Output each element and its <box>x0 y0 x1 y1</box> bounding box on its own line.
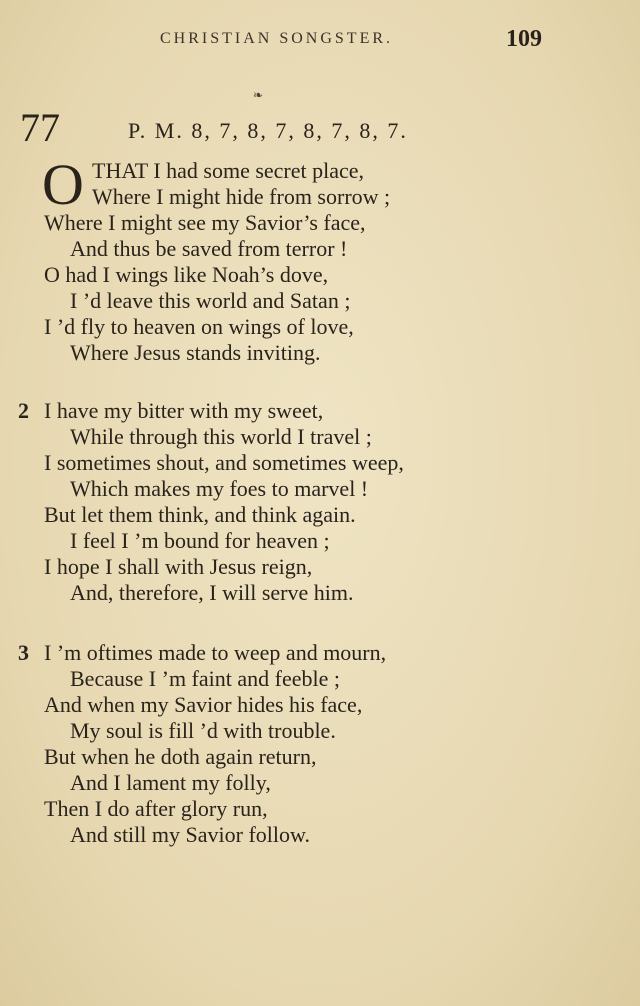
verse-line: Where I might hide from sorrow ; <box>92 184 391 209</box>
verse-line: Then I do after glory run, <box>44 796 268 821</box>
verse-line: But when he doth again return, <box>44 744 317 769</box>
verse-line: While through this world I travel ; <box>70 424 372 449</box>
verse-line: Where I might see my Savior’s face, <box>44 210 366 235</box>
verse-line: I feel I ’m bound for heaven ; <box>70 528 330 553</box>
verse-line: But let them think, and think again. <box>44 502 356 527</box>
hymn-meter: P. M. 8, 7, 8, 7, 8, 7, 8, 7. <box>128 118 408 143</box>
verse-number: 2 <box>18 398 29 423</box>
verse-line: I ’d leave this world and Satan ; <box>70 288 351 313</box>
verse-line: I sometimes shout, and sometimes weep, <box>44 450 404 475</box>
verse-line: I ’m oftimes made to weep and mourn, <box>44 640 387 665</box>
verse-line: Because I ’m faint and feeble ; <box>70 666 340 691</box>
verse-line: I ’d fly to heaven on wings of love, <box>44 314 354 339</box>
ornament-icon: ❧ <box>253 88 264 102</box>
verse-line: I have my bitter with my sweet, <box>44 398 324 423</box>
verse-line: Which makes my foes to marvel ! <box>70 476 369 501</box>
verse-line: And, therefore, I will serve him. <box>70 580 354 605</box>
verse-line: And thus be saved from terror ! <box>70 236 348 261</box>
verse-line: And when my Savior hides his face, <box>44 692 363 717</box>
running-title: CHRISTIAN SONGSTER. <box>160 30 394 47</box>
page-number: 109 <box>506 26 542 52</box>
hymn-number: 77 <box>20 105 60 150</box>
verse-line: And still my Savior follow. <box>70 822 310 847</box>
verse-line: THAT I had some secret place, <box>92 158 365 183</box>
verse-line: Where Jesus stands inviting. <box>70 340 321 365</box>
verse-line: O had I wings like Noah’s dove, <box>44 262 329 287</box>
verse-line: I hope I shall with Jesus reign, <box>44 554 313 579</box>
drop-cap: O <box>42 152 84 217</box>
verse-line: My soul is fill ’d with trouble. <box>70 718 336 743</box>
verse-line: And I lament my folly, <box>70 770 271 795</box>
verse-number: 3 <box>18 640 29 665</box>
